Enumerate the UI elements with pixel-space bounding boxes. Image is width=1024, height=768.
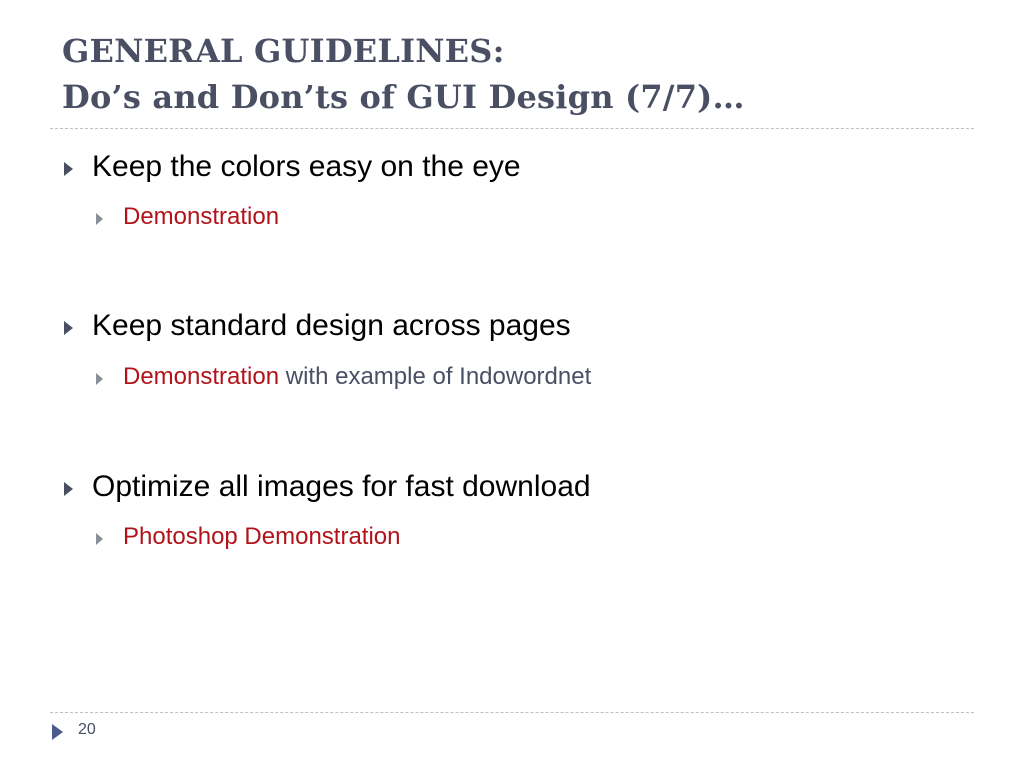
- slide-title-line-2: Do’s and Don’ts of GUI Design (7/7)…: [62, 78, 745, 116]
- sub-bullet-text: with example of Indowordnet: [279, 363, 592, 390]
- slide-title-line-1: GENERAL GUIDELINES:: [62, 32, 505, 70]
- demonstration-link[interactable]: Demonstration: [123, 363, 280, 390]
- bullet-text: Optimize all images for fast download: [92, 470, 591, 503]
- slide-title: [62, 28, 745, 120]
- sub-bullet-arrow-icon: [96, 533, 103, 545]
- bullet-arrow-icon: [64, 482, 73, 496]
- footer-divider: [50, 712, 974, 713]
- title-divider: [50, 128, 974, 129]
- sub-bullet-line: [123, 363, 591, 391]
- sub-bullet-arrow-icon: [96, 213, 103, 225]
- page-number: 20: [78, 721, 96, 738]
- bullet-text: Keep standard design across pages: [92, 309, 571, 342]
- bullet-text: Keep the colors easy on the eye: [92, 150, 521, 183]
- demonstration-link[interactable]: Demonstration: [123, 203, 280, 230]
- bullet-arrow-icon: [64, 162, 73, 176]
- slide-nav-arrow-icon: [52, 724, 63, 740]
- photoshop-demonstration-link[interactable]: Photoshop Demonstration: [123, 523, 401, 550]
- sub-bullet-arrow-icon: [96, 373, 103, 385]
- bullet-arrow-icon: [64, 321, 73, 335]
